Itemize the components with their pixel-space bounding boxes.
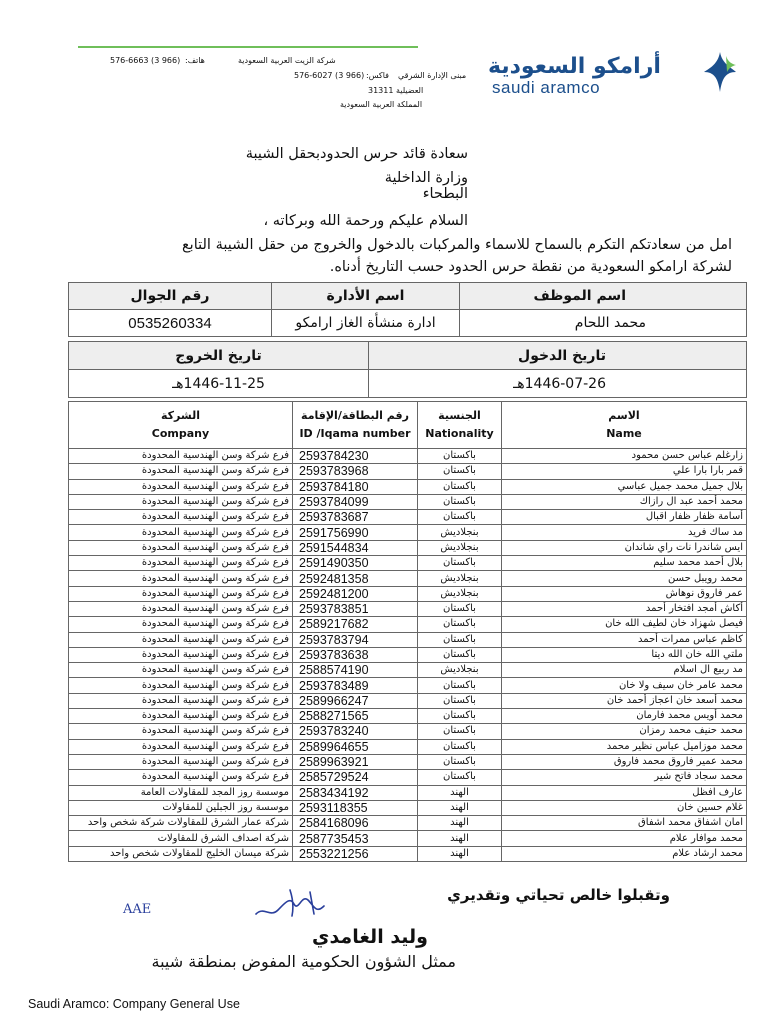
name-cell: قمر بارا بارا علي bbox=[502, 464, 747, 479]
nationality-cell: بنجلاديش bbox=[418, 571, 502, 586]
nationality-cell: باكستان bbox=[418, 724, 502, 739]
table-row bbox=[69, 647, 747, 662]
company-column-header bbox=[69, 402, 293, 449]
personnel-table bbox=[68, 401, 747, 862]
id-cell: 2593783794 bbox=[293, 632, 418, 647]
fax-number: (966 3) 576-6027 bbox=[294, 71, 365, 80]
address-line-3: المملكة العربية السعودية bbox=[340, 100, 423, 109]
table-row bbox=[69, 831, 747, 846]
name-cell: بلال أحمد محمد سليم bbox=[502, 556, 747, 571]
classification-footer: Saudi Aramco: Company General Use bbox=[28, 997, 240, 1011]
company-cell: فرع شركة وسن الهندسية المحدودة bbox=[69, 724, 293, 739]
id-cell: 2591490350 bbox=[293, 556, 418, 571]
company-cell: فرع شركة وسن الهندسية المحدودة bbox=[69, 525, 293, 540]
employee-info-table bbox=[68, 282, 747, 337]
entry-date-label: تاريخ الدخول bbox=[369, 342, 747, 370]
id-cell: 2593783968 bbox=[293, 464, 418, 479]
logo-arabic-text: أرامكو السعودية bbox=[488, 54, 661, 79]
id-cell: 2593783687 bbox=[293, 510, 418, 525]
table-row bbox=[69, 709, 747, 724]
id-cell: 2593783240 bbox=[293, 724, 418, 739]
recipient-line-1: سعادة قائد حرس الحدودبحقل الشيبة bbox=[245, 146, 468, 162]
table-row bbox=[69, 846, 747, 861]
id-cell: 2589966247 bbox=[293, 693, 418, 708]
name-cell: ملتي الله خان الله ديتا bbox=[502, 647, 747, 662]
nationality-cell: باكستان bbox=[418, 678, 502, 693]
id-cell: 2589217682 bbox=[293, 617, 418, 632]
exit-date-label: تاريخ الخروج bbox=[69, 342, 369, 370]
company-cell: فرع شركة وسن الهندسية المحدودة bbox=[69, 617, 293, 632]
name-column-header bbox=[502, 402, 747, 449]
table-row bbox=[69, 556, 747, 571]
header-accent-line bbox=[78, 46, 418, 48]
id-cell: 2593784180 bbox=[293, 479, 418, 494]
table-row bbox=[69, 754, 747, 769]
id-column-header bbox=[293, 402, 418, 449]
table-row bbox=[69, 800, 747, 815]
nationality-cell: باكستان bbox=[418, 632, 502, 647]
name-cell: فيصل شهزاد خان لطيف الله خان bbox=[502, 617, 747, 632]
id-header-ar: رقم البطاقة/الإقامة bbox=[301, 409, 409, 422]
name-cell: محمد أحمد عبد ال رازاك bbox=[502, 494, 747, 509]
nationality-cell: باكستان bbox=[418, 754, 502, 769]
mobile-value: 0535260334 bbox=[69, 310, 272, 337]
name-cell: بلال جميل محمد جميل عباسي bbox=[502, 479, 747, 494]
company-header-ar: الشركة bbox=[160, 409, 200, 422]
table-row bbox=[69, 693, 747, 708]
company-cell: فرع شركة وسن الهندسية المحدودة bbox=[69, 571, 293, 586]
company-cell: فرع شركة وسن الهندسية المحدودة bbox=[69, 479, 293, 494]
nationality-header-en: Nationality bbox=[425, 427, 494, 440]
body-line-1: امل من سعادتكم التكرم بالسماح للاسماء والمركبات بالدخول والخروج من حقل الشيبة التابع bbox=[181, 237, 732, 253]
company-cell: شركة اصداف الشرق للمقاولات bbox=[69, 831, 293, 846]
id-cell: 2583434192 bbox=[293, 785, 418, 800]
company-cell: فرع شركة وسن الهندسية المحدودة bbox=[69, 540, 293, 555]
company-cell: فرع شركة وسن الهندسية المحدودة bbox=[69, 601, 293, 616]
id-cell: 2553221256 bbox=[293, 846, 418, 861]
nationality-cell: الهند bbox=[418, 846, 502, 861]
nationality-cell: باكستان bbox=[418, 464, 502, 479]
nationality-cell: الهند bbox=[418, 831, 502, 846]
table-row bbox=[69, 770, 747, 785]
nationality-column-header bbox=[418, 402, 502, 449]
nationality-cell: باكستان bbox=[418, 510, 502, 525]
nationality-cell: بنجلاديش bbox=[418, 540, 502, 555]
table-row bbox=[69, 479, 747, 494]
id-cell: 2589963921 bbox=[293, 754, 418, 769]
name-cell: عمر فاروق نوهاش bbox=[502, 586, 747, 601]
company-cell: فرع شركة وسن الهندسية المحدودة bbox=[69, 556, 293, 571]
address-line-1: مبنى الإدارة الشرقي bbox=[398, 71, 467, 80]
id-cell: 2593118355 bbox=[293, 800, 418, 815]
nationality-cell: باكستان bbox=[418, 709, 502, 724]
table-row bbox=[69, 540, 747, 555]
id-cell: 2593783851 bbox=[293, 601, 418, 616]
mobile-label: رقم الجوال bbox=[69, 283, 272, 310]
table-row bbox=[69, 525, 747, 540]
company-cell: موسسة روز المجد للمقاولات العامة bbox=[69, 785, 293, 800]
nationality-cell: باكستان bbox=[418, 617, 502, 632]
nationality-cell: باكستان bbox=[418, 601, 502, 616]
id-cell: 2587735453 bbox=[293, 831, 418, 846]
company-cell: موسسة روز الجبلين للمقاولات bbox=[69, 800, 293, 815]
company-cell: فرع شركة وسن الهندسية المحدودة bbox=[69, 464, 293, 479]
company-name-ar: شركة الزيت العربية السعودية bbox=[238, 56, 336, 65]
table-row bbox=[69, 449, 747, 464]
signer-title: ممثل الشؤون الحكومية المفوض بمنطقة شيبة bbox=[151, 952, 456, 971]
company-cell: فرع شركة وسن الهندسية المحدودة bbox=[69, 510, 293, 525]
name-cell: محمد سجاد فاتح شير bbox=[502, 770, 747, 785]
id-cell: 2593784099 bbox=[293, 494, 418, 509]
name-cell: زارغلم عباس حسن محمود bbox=[502, 449, 747, 464]
nationality-cell: باكستان bbox=[418, 739, 502, 754]
recipient-line-2: وزارة الداخلية bbox=[384, 170, 468, 186]
table-row bbox=[69, 571, 747, 586]
company-cell: فرع شركة وسن الهندسية المحدودة bbox=[69, 709, 293, 724]
name-cell: محمد عمير فاروق محمد فاروق bbox=[502, 754, 747, 769]
exit-date-value: 1446-11-25هـ bbox=[69, 370, 369, 398]
id-cell: 2592481200 bbox=[293, 586, 418, 601]
id-cell: 2588271565 bbox=[293, 709, 418, 724]
logo-english-text: saudi aramco bbox=[492, 78, 601, 97]
table-row bbox=[69, 632, 747, 647]
employee-value: محمد اللحام bbox=[460, 310, 747, 337]
nationality-header-ar: الجنسية bbox=[438, 409, 481, 422]
name-cell: مد ربيع ال اسلام bbox=[502, 663, 747, 678]
saudi-aramco-logo bbox=[488, 50, 738, 100]
company-cell: فرع شركة وسن الهندسية المحدودة bbox=[69, 770, 293, 785]
closing-regards: وتقبلوا خالص تحياتي وتقديري bbox=[447, 886, 670, 904]
name-cell: محمد عامر خان سيف ولا خان bbox=[502, 678, 747, 693]
nationality-cell: باكستان bbox=[418, 693, 502, 708]
company-cell: شركة ميسان الخليج للمقاولات شخص واحد bbox=[69, 846, 293, 861]
department-label: اسم الأدارة bbox=[272, 283, 460, 310]
id-cell: 2591756990 bbox=[293, 525, 418, 540]
nationality-cell: باكستان bbox=[418, 770, 502, 785]
id-header-en: ID /Iqama number bbox=[299, 427, 411, 440]
id-cell: 2588574190 bbox=[293, 663, 418, 678]
id-cell: 2593784230 bbox=[293, 449, 418, 464]
table-row bbox=[69, 678, 747, 693]
table-row bbox=[69, 724, 747, 739]
phone-label: هاتف: bbox=[185, 56, 205, 65]
name-cell: محمد أسعد خان اعجاز أحمد خان bbox=[502, 693, 747, 708]
company-cell: فرع شركة وسن الهندسية المحدودة bbox=[69, 754, 293, 769]
id-cell: 2592481358 bbox=[293, 571, 418, 586]
company-cell: فرع شركة وسن الهندسية المحدودة bbox=[69, 586, 293, 601]
table-row bbox=[69, 785, 747, 800]
signer-name: وليد الغامدي bbox=[312, 926, 428, 948]
nationality-cell: الهند bbox=[418, 816, 502, 831]
company-cell: فرع شركة وسن الهندسية المحدودة bbox=[69, 678, 293, 693]
company-cell: فرع شركة وسن الهندسية المحدودة bbox=[69, 632, 293, 647]
table-row bbox=[69, 494, 747, 509]
nationality-cell: الهند bbox=[418, 800, 502, 815]
nationality-cell: باكستان bbox=[418, 556, 502, 571]
aramco-star-icon bbox=[702, 50, 738, 94]
nationality-cell: الهند bbox=[418, 785, 502, 800]
table-row bbox=[69, 464, 747, 479]
table-row bbox=[69, 739, 747, 754]
nationality-cell: باكستان bbox=[418, 449, 502, 464]
personnel-table-body bbox=[69, 449, 747, 862]
name-cell: محمد أويس محمد فارمان bbox=[502, 709, 747, 724]
name-cell: عارف افظل bbox=[502, 785, 747, 800]
name-cell: أسامة ظفار ظفار اقبال bbox=[502, 510, 747, 525]
name-cell: محمد رويبل حسن bbox=[502, 571, 747, 586]
company-cell: فرع شركة وسن الهندسية المحدودة bbox=[69, 449, 293, 464]
company-cell: فرع شركة وسن الهندسية المحدودة bbox=[69, 647, 293, 662]
id-cell: 2591544834 bbox=[293, 540, 418, 555]
department-value: ادارة منشأة الغاز ارامكو bbox=[272, 310, 460, 337]
company-cell: شركة عمار الشرق للمقاولات شركة شخص واحد bbox=[69, 816, 293, 831]
phone-number: (966 3) 576-6663 bbox=[110, 56, 181, 65]
nationality-cell: بنجلاديش bbox=[418, 586, 502, 601]
name-cell: محمد حنيف محمد رمزان bbox=[502, 724, 747, 739]
company-cell: فرع شركة وسن الهندسية المحدودة bbox=[69, 693, 293, 708]
employee-label: اسم الموظف bbox=[460, 283, 747, 310]
id-cell: 2593783638 bbox=[293, 647, 418, 662]
fax-label: فاكس: bbox=[366, 71, 389, 80]
id-cell: 2584168096 bbox=[293, 816, 418, 831]
id-cell: 2589964655 bbox=[293, 739, 418, 754]
company-cell: فرع شركة وسن الهندسية المحدودة bbox=[69, 739, 293, 754]
table-row bbox=[69, 510, 747, 525]
name-cell: غلام حسين خان bbox=[502, 800, 747, 815]
company-header-en: Company bbox=[151, 427, 210, 440]
initials: AAE bbox=[123, 902, 152, 917]
table-row bbox=[69, 601, 747, 616]
table-row bbox=[69, 663, 747, 678]
name-cell: محمد ارشاد علام bbox=[502, 846, 747, 861]
table-row bbox=[69, 816, 747, 831]
name-cell: ايس شاندرا نات راي شاندان bbox=[502, 540, 747, 555]
name-cell: كاظم عباس ممرات أحمد bbox=[502, 632, 747, 647]
name-header-en: Name bbox=[606, 427, 642, 440]
recipient-line-3: البطحاء bbox=[422, 186, 468, 202]
nationality-cell: باكستان bbox=[418, 494, 502, 509]
id-cell: 2593783489 bbox=[293, 678, 418, 693]
nationality-cell: بنجلاديش bbox=[418, 663, 502, 678]
name-cell: محمد موافار علام bbox=[502, 831, 747, 846]
name-cell: محمد موزاميل عباس نظير محمد bbox=[502, 739, 747, 754]
company-cell: فرع شركة وسن الهندسية المحدودة bbox=[69, 663, 293, 678]
nationality-cell: باكستان bbox=[418, 479, 502, 494]
body-line-2: لشركة ارامكو السعودية من نقطة حرس الحدود حسب التاريخ أدناه. bbox=[329, 259, 732, 275]
name-cell: مد ساك فريد bbox=[502, 525, 747, 540]
id-cell: 2585729524 bbox=[293, 770, 418, 785]
handwritten-signature bbox=[250, 884, 330, 924]
entry-date-value: 1446-07-26هـ bbox=[369, 370, 747, 398]
name-cell: أكاش أمجد افتخار أحمد bbox=[502, 601, 747, 616]
greeting: السلام عليكم ورحمة الله وبركاته ، bbox=[263, 213, 468, 229]
table-row bbox=[69, 617, 747, 632]
name-cell: امان اشفاق محمد اشفاق bbox=[502, 816, 747, 831]
nationality-cell: بنجلاديش bbox=[418, 525, 502, 540]
address-line-2: العضيلية 31311 bbox=[368, 86, 424, 95]
table-row bbox=[69, 586, 747, 601]
name-header-ar: الاسم bbox=[608, 409, 640, 422]
dates-table bbox=[68, 341, 747, 398]
nationality-cell: باكستان bbox=[418, 647, 502, 662]
company-cell: فرع شركة وسن الهندسية المحدودة bbox=[69, 494, 293, 509]
